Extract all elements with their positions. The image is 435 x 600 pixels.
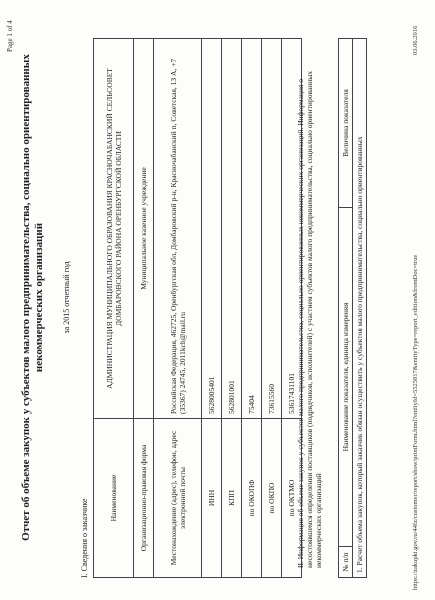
table-cell-value: Российская Федерация, 462725, Оренбургская обл, Домбаровский р-н, Красночабанский п, Советская, 13 А, +7 (35367) 24745, 2011kch@mail.ru (154, 39, 202, 419)
customer-info-table (93, 38, 302, 578)
report-title: Отчет об объеме закупок у субъектов малого предпринимательства, социально ориентированных некоммерческих организаций (20, 54, 45, 541)
table-row (222, 39, 242, 578)
column-header-number: № п/п (339, 547, 353, 578)
table-row (154, 39, 202, 578)
table-cell-value: 562801001 (222, 39, 242, 419)
table-row (134, 39, 154, 578)
indicators-table (338, 38, 367, 578)
table-row (242, 39, 262, 578)
footer-date: 03.06.2016 (412, 25, 419, 55)
table-row-text: 1. Расчет объема закупок, который заказчик обязан осуществить у субъектов малого предпринимательства, социально ориентированных (353, 39, 367, 578)
column-header-name: Наименование показателя, единица измерения (339, 208, 353, 547)
table-cell-label: Наименование (94, 419, 134, 578)
report-subtitle: за 2015 отчетный год (62, 261, 71, 334)
page-number: Page 1 of 4 (6, 20, 14, 52)
table-row (262, 39, 282, 578)
table-cell-label: по ОКПО (262, 419, 282, 578)
table-cell-label: по ОКТМО (282, 419, 302, 578)
column-header-value: Величина показателя (339, 39, 353, 208)
section1-heading: I. Сведения о заказчике (80, 498, 89, 578)
table-row (94, 39, 134, 578)
table-cell-value: 5628005401 (202, 39, 222, 419)
table-cell-value: АДМИНИСТРАЦИЯ МУНИЦИПАЛЬНОГО ОБРАЗОВАНИЯ КРАСНОЧАБАНСКИЙ СЕЛЬСОВЕТ ДОМБАРОВСКОГО РАЙОНА ОРЕНБУРГСКОЙ ОБЛАСТИ (94, 39, 134, 419)
table-cell-value: 53617431101 (282, 39, 302, 419)
section2-text: II. Информация об объеме закупок у субъектов малого предпринимательства, социально ориентированных некоммерческих организаций. Информация о несостоявшемся определении поставщиков (подрядчиков, исполнителей) с участием субъектов малого предпринимательства, социально ориентированных некоммерческих организаций (296, 70, 323, 568)
table-cell-label: КПП (222, 419, 242, 578)
table-cell-label: Организационно-правовая форма (134, 419, 154, 578)
table-cell-value: 73615560 (262, 39, 282, 419)
table-cell-label: Местонахождение (адрес), телефон, адрес электронной почты (154, 419, 202, 578)
table-cell-value: Муниципальное казенное учреждение (134, 39, 154, 419)
table-cell-value: 75404 (242, 39, 262, 419)
table-cell-label: ИНН (202, 419, 222, 578)
footer-url: https://zakupki.gov.ru/44fz/customer/report/show/printForm.html?entityId=5525817&entityType=report_edition&fromDoc=true (412, 254, 419, 590)
table-cell-label: по ОКОПФ (242, 419, 262, 578)
table-row (353, 39, 367, 578)
table-header-row (339, 39, 353, 578)
table-row (202, 39, 222, 578)
